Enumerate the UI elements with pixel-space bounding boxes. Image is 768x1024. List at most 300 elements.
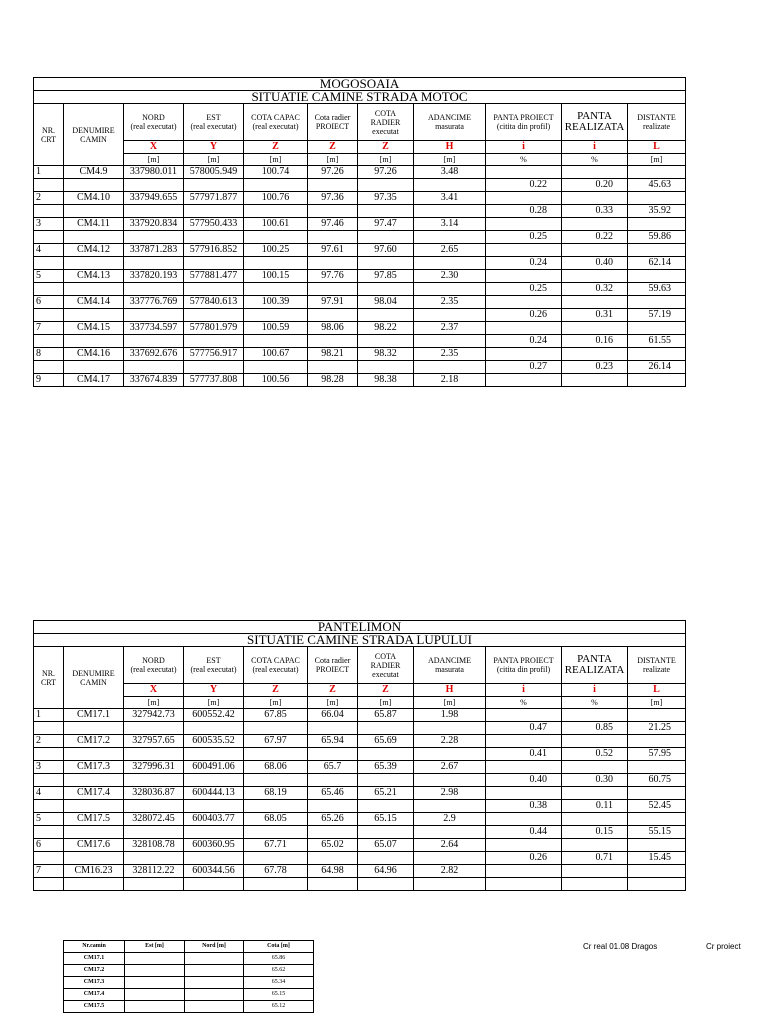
empty-cell [184, 335, 244, 348]
manhole-row [34, 709, 686, 722]
row-adancime: 2.37 [414, 322, 486, 335]
empty-cell [64, 774, 124, 787]
row-nr: 2 [34, 192, 64, 205]
row-cota-capac: 100.67 [244, 348, 308, 361]
empty-cell [358, 257, 414, 270]
empty-cell [34, 205, 64, 218]
header-cota-radier [358, 104, 414, 141]
symbol-cell: X [124, 684, 184, 697]
empty-cell [34, 748, 64, 761]
slope-distanta: 21.25 [628, 722, 686, 735]
slope-proiect: 0.44 [486, 826, 562, 839]
summary-name: CM17.3 [64, 977, 125, 989]
empty-cell [124, 283, 184, 296]
empty-cell [244, 722, 308, 735]
slope-proiect: 0.28 [486, 205, 562, 218]
empty-cell [486, 322, 562, 335]
empty-cell [64, 852, 124, 865]
row-nord: 337949.655 [124, 192, 184, 205]
header-adancime-sublabel: masurata [435, 122, 464, 131]
row-nord: 337692.676 [124, 348, 184, 361]
empty-cell [124, 774, 184, 787]
empty-cell [124, 878, 184, 891]
header-cota-capac-label: COTA CAPAC [251, 656, 300, 665]
sheet-title: MOGOSOAIA [34, 78, 686, 91]
row-est: 577916.852 [184, 244, 244, 257]
row-est: 600491.06 [184, 761, 244, 774]
header-adancime-label: ADANCIME [427, 656, 472, 665]
empty-cell [628, 761, 686, 774]
unit-cell: [m] [124, 154, 184, 166]
empty-cell [308, 852, 358, 865]
row-cota-radier-proiect: 98.28 [308, 374, 358, 387]
header-est-label: EST [206, 113, 221, 122]
row-adancime: 2.64 [414, 839, 486, 852]
empty-cell [184, 774, 244, 787]
empty-cell [562, 166, 628, 179]
empty-cell [562, 244, 628, 257]
summary-header-cell: Est [m] [125, 941, 185, 953]
row-name: CM4.17 [64, 374, 124, 387]
empty-cell [124, 231, 184, 244]
empty-cell [414, 257, 486, 270]
row-adancime: 2.30 [414, 270, 486, 283]
empty-cell [184, 283, 244, 296]
row-est: 577971.877 [184, 192, 244, 205]
header-nord-label: NORD [142, 113, 165, 122]
header-panta-realizata-label: PANTA REALIZATA [564, 653, 625, 676]
empty-cell [562, 787, 628, 800]
empty-cell [34, 257, 64, 270]
slope-proiect: 0.26 [486, 852, 562, 865]
empty-cell [64, 283, 124, 296]
empty-cell [64, 722, 124, 735]
empty-cell [308, 257, 358, 270]
empty-cell [308, 179, 358, 192]
header-adancime [414, 647, 486, 684]
empty-cell [308, 361, 358, 374]
summary-header-cell: Nr.camin [64, 941, 125, 953]
empty-cell [562, 374, 628, 387]
empty-cell [124, 826, 184, 839]
manhole-row [34, 192, 686, 205]
empty-cell [64, 878, 124, 891]
row-nr: 4 [34, 787, 64, 800]
empty-cell [486, 865, 562, 878]
empty-cell [562, 270, 628, 283]
header-cota-capac [244, 104, 308, 141]
empty-cell [34, 335, 64, 348]
row-nord: 327996.31 [124, 761, 184, 774]
slope-row [34, 361, 686, 374]
empty-cell [124, 722, 184, 735]
empty-cell [562, 735, 628, 748]
sheet-subtitle: SITUATIE CAMINE STRADA MOTOC [34, 91, 686, 104]
slope-proiect: 0.40 [486, 774, 562, 787]
row-nr: 4 [34, 244, 64, 257]
row-name: CM4.14 [64, 296, 124, 309]
empty-cell [124, 309, 184, 322]
empty-cell [244, 179, 308, 192]
empty-cell [184, 179, 244, 192]
row-cota-radier-proiect: 98.21 [308, 348, 358, 361]
empty-cell [124, 852, 184, 865]
symbol-cell: i [486, 684, 562, 697]
row-adancime: 3.41 [414, 192, 486, 205]
motoc-manholes-table [33, 77, 686, 387]
row-name: CM4.12 [64, 244, 124, 257]
row-adancime: 2.65 [414, 244, 486, 257]
empty-cell [628, 813, 686, 826]
slope-realizata: 0.15 [562, 826, 628, 839]
empty-cell [34, 179, 64, 192]
slope-realizata: 0.31 [562, 309, 628, 322]
row-cota-radier: 98.38 [358, 374, 414, 387]
empty-cell [358, 826, 414, 839]
unit-cell: [m] [308, 154, 358, 166]
empty-cell [34, 231, 64, 244]
header-distante-sublabel: realizate [642, 122, 671, 131]
empty-cell [486, 735, 562, 748]
manhole-row [34, 270, 686, 283]
empty-cell [562, 865, 628, 878]
empty-cell [184, 257, 244, 270]
summary-row [64, 977, 314, 989]
empty-cell [486, 270, 562, 283]
empty-cell [34, 361, 64, 374]
header-cota-radier [358, 647, 414, 684]
empty-cell [308, 231, 358, 244]
empty-cell [184, 309, 244, 322]
empty-cell [358, 205, 414, 218]
unit-cell: [m] [414, 154, 486, 166]
empty-cell [308, 335, 358, 348]
manhole-row [34, 322, 686, 335]
manhole-row [34, 761, 686, 774]
header-panta-proiect-label: PANTA PROIECT [493, 113, 554, 122]
row-nr: 9 [34, 374, 64, 387]
row-nr: 2 [34, 735, 64, 748]
slope-row [34, 800, 686, 813]
unit-cell: [m] [628, 154, 686, 166]
empty-cell [486, 709, 562, 722]
slope-realizata: 0.33 [562, 205, 628, 218]
header-panta-realizata-label: PANTA REALIZATA [564, 110, 625, 133]
unit-cell: [m] [244, 697, 308, 709]
empty-cell [486, 761, 562, 774]
header-denumire-label: DENUMIRE CAMIN [72, 125, 115, 144]
slope-distanta: 55.15 [628, 826, 686, 839]
elevation-summary-table [63, 940, 314, 1013]
empty-cell [244, 852, 308, 865]
symbol-cell: i [562, 684, 628, 697]
row-cota-radier-proiect: 65.26 [308, 813, 358, 826]
empty-cell [244, 205, 308, 218]
slope-row [34, 852, 686, 865]
empty-cell [308, 800, 358, 813]
empty-cell [414, 205, 486, 218]
empty-cell [562, 296, 628, 309]
header-adancime-sublabel: masurata [435, 665, 464, 674]
manhole-row [34, 735, 686, 748]
slope-proiect: 0.26 [486, 309, 562, 322]
header-cota-radier-proiect-label: Cota radier PROIECT [314, 656, 351, 674]
slope-proiect: 0.38 [486, 800, 562, 813]
row-nord: 337820.193 [124, 270, 184, 283]
row-cota-radier: 98.22 [358, 322, 414, 335]
header-distante-label: DISTANTE [637, 656, 676, 665]
empty-cell [184, 748, 244, 761]
empty-cell [244, 231, 308, 244]
empty-cell [486, 348, 562, 361]
row-nr: 1 [34, 709, 64, 722]
empty-cell [414, 722, 486, 735]
subtitle-row [34, 634, 686, 647]
empty-cell [414, 774, 486, 787]
row-nr: 7 [34, 322, 64, 335]
slope-distanta: 52.45 [628, 800, 686, 813]
empty-cell [244, 283, 308, 296]
empty-cell [628, 244, 686, 257]
row-nord: 337674.839 [124, 374, 184, 387]
row-cota-radier-proiect: 65.46 [308, 787, 358, 800]
lupului-manholes-table [33, 620, 686, 891]
header-panta-proiect [486, 104, 562, 141]
slope-distanta: 57.19 [628, 309, 686, 322]
empty-cell [358, 283, 414, 296]
header-nr-crt [34, 647, 64, 709]
row-adancime: 2.18 [414, 374, 486, 387]
slope-proiect: 0.24 [486, 335, 562, 348]
header-panta-proiect-label: PANTA PROIECT [493, 656, 554, 665]
row-cota-radier-proiect: 97.76 [308, 270, 358, 283]
row-nr: 7 [34, 865, 64, 878]
row-cota-capac: 100.76 [244, 192, 308, 205]
empty-cell [124, 800, 184, 813]
manhole-row [34, 218, 686, 231]
empty-cell [64, 179, 124, 192]
empty-cell [486, 244, 562, 257]
empty-cell [414, 179, 486, 192]
empty-cell [184, 826, 244, 839]
empty-cell [358, 231, 414, 244]
slope-distanta: 59.63 [628, 283, 686, 296]
empty-cell [414, 878, 486, 891]
summary-header-cell: Cota [m] [244, 941, 314, 953]
row-name: CM16.23 [64, 865, 124, 878]
header-distante [628, 647, 686, 684]
row-cota-radier: 64.96 [358, 865, 414, 878]
symbol-cell: Z [358, 141, 414, 154]
slope-row [34, 748, 686, 761]
symbol-cell: L [628, 141, 686, 154]
empty-cell [628, 322, 686, 335]
unit-cell: [m] [358, 697, 414, 709]
header-distante-label: DISTANTE [637, 113, 676, 122]
row-cota-radier-proiect: 98.06 [308, 322, 358, 335]
title-row [34, 621, 686, 634]
empty-cell [562, 218, 628, 231]
empty-cell [184, 878, 244, 891]
row-nord: 328108.78 [124, 839, 184, 852]
empty-cell [628, 839, 686, 852]
summary-row [64, 989, 314, 1001]
summary-cota: 65.12 [244, 1001, 314, 1013]
row-cota-radier: 65.87 [358, 709, 414, 722]
row-est: 600535.52 [184, 735, 244, 748]
slope-proiect: 0.41 [486, 748, 562, 761]
row-est: 600360.95 [184, 839, 244, 852]
row-nord: 337920.834 [124, 218, 184, 231]
empty-cell [562, 192, 628, 205]
row-cota-radier-proiect: 65.94 [308, 735, 358, 748]
symbol-cell: Z [358, 684, 414, 697]
slope-row [34, 335, 686, 348]
empty-cell [486, 166, 562, 179]
manhole-row [34, 296, 686, 309]
row-cota-radier-proiect: 64.98 [308, 865, 358, 878]
row-cota-radier-proiect: 65.7 [308, 761, 358, 774]
empty-cell [124, 205, 184, 218]
empty-cell [562, 813, 628, 826]
empty-cell [244, 878, 308, 891]
row-name: CM17.6 [64, 839, 124, 852]
unit-cell: % [562, 154, 628, 166]
header-panta-proiect [486, 647, 562, 684]
row-cota-radier: 97.85 [358, 270, 414, 283]
row-cota-capac: 68.19 [244, 787, 308, 800]
row-adancime: 2.35 [414, 348, 486, 361]
slope-realizata: 0.16 [562, 335, 628, 348]
header-adancime-label: ADANCIME [427, 113, 472, 122]
slope-realizata: 0.40 [562, 257, 628, 270]
summary-name: CM17.4 [64, 989, 125, 1001]
summary-header-cell: Nord [m] [185, 941, 244, 953]
empty-cell [308, 205, 358, 218]
row-nord: 327957.65 [124, 735, 184, 748]
empty-cell [358, 800, 414, 813]
manhole-row [34, 166, 686, 179]
header-nord [124, 104, 184, 141]
row-cota-radier: 98.32 [358, 348, 414, 361]
empty-cell [628, 192, 686, 205]
slope-proiect: 0.25 [486, 231, 562, 244]
manhole-row [34, 813, 686, 826]
row-adancime: 3.48 [414, 166, 486, 179]
slope-proiect: 0.47 [486, 722, 562, 735]
slope-proiect: 0.24 [486, 257, 562, 270]
manhole-row [34, 839, 686, 852]
row-adancime: 2.35 [414, 296, 486, 309]
empty-cell [358, 878, 414, 891]
slope-distanta: 35.92 [628, 205, 686, 218]
empty-cell [358, 722, 414, 735]
empty-cell [64, 309, 124, 322]
row-cota-capac: 67.97 [244, 735, 308, 748]
manhole-row [34, 244, 686, 257]
empty-cell [486, 813, 562, 826]
row-nord: 337776.769 [124, 296, 184, 309]
empty-cell [486, 192, 562, 205]
summary-row [64, 1001, 314, 1013]
row-cota-capac: 67.71 [244, 839, 308, 852]
row-nr: 6 [34, 839, 64, 852]
empty-cell [358, 309, 414, 322]
slope-row [34, 283, 686, 296]
slope-row [34, 826, 686, 839]
empty-cell [628, 374, 686, 387]
unit-row [34, 154, 686, 166]
empty-cell [308, 878, 358, 891]
empty-cell [628, 296, 686, 309]
unit-cell: % [486, 154, 562, 166]
row-adancime: 3.14 [414, 218, 486, 231]
row-adancime: 2.67 [414, 761, 486, 774]
slope-distanta: 62.14 [628, 257, 686, 270]
empty-cell [244, 826, 308, 839]
row-est: 577756.917 [184, 348, 244, 361]
row-nord: 337734.597 [124, 322, 184, 335]
row-nr: 3 [34, 218, 64, 231]
header-cota-radier-label: COTA RADIER [370, 108, 401, 127]
empty-cell [64, 748, 124, 761]
row-name: CM4.13 [64, 270, 124, 283]
row-nord: 327942.73 [124, 709, 184, 722]
unit-cell: [m] [414, 697, 486, 709]
manhole-row [34, 348, 686, 361]
row-cota-radier: 65.39 [358, 761, 414, 774]
manhole-row [34, 865, 686, 878]
slope-realizata: 0.20 [562, 179, 628, 192]
empty-cell [414, 800, 486, 813]
row-nr: 1 [34, 166, 64, 179]
slope-proiect: 0.25 [486, 283, 562, 296]
symbol-cell: Z [244, 141, 308, 154]
row-cota-capac: 100.15 [244, 270, 308, 283]
empty-cell [184, 722, 244, 735]
slope-realizata: 0.11 [562, 800, 628, 813]
slope-realizata: 0.22 [562, 231, 628, 244]
empty-cell [358, 335, 414, 348]
empty-cell [562, 709, 628, 722]
slope-proiect: 0.22 [486, 179, 562, 192]
slope-realizata: 0.52 [562, 748, 628, 761]
row-adancime: 2.82 [414, 865, 486, 878]
unit-cell: [m] [184, 697, 244, 709]
title-row [34, 78, 686, 91]
empty-cell [628, 709, 686, 722]
row-nord: 328072.45 [124, 813, 184, 826]
slope-realizata: 0.32 [562, 283, 628, 296]
row-cota-radier: 97.35 [358, 192, 414, 205]
summary-header-row [64, 941, 314, 953]
row-name: CM4.11 [64, 218, 124, 231]
slope-row [34, 309, 686, 322]
empty-cell [64, 231, 124, 244]
row-adancime: 2.9 [414, 813, 486, 826]
empty-cell [244, 774, 308, 787]
empty-cell [34, 774, 64, 787]
empty-cell [628, 865, 686, 878]
empty-cell [414, 852, 486, 865]
slope-distanta: 15.45 [628, 852, 686, 865]
header-distante-sublabel: realizate [642, 665, 671, 674]
empty-cell [124, 335, 184, 348]
empty-cell [244, 748, 308, 761]
empty-cell [562, 761, 628, 774]
slope-distanta: 45.63 [628, 179, 686, 192]
sheet-title: PANTELIMON [34, 621, 686, 634]
